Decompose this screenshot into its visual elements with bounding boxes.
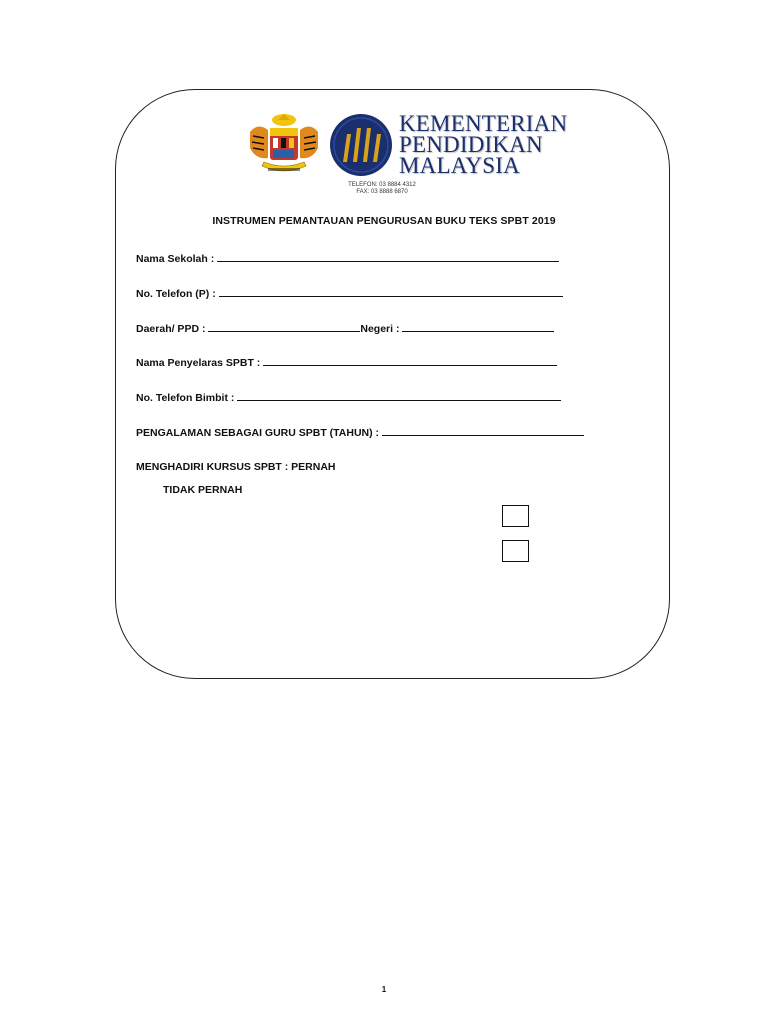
contact-info xyxy=(320,182,444,196)
wordmark-line-2: PENDIDIKAN xyxy=(399,132,543,157)
telefon-text: TELEFON: 03 8884 4312 xyxy=(348,182,416,188)
label-nama-penyelaras: Nama Penyelaras SPBT : xyxy=(136,357,261,369)
field-pengalaman[interactable] xyxy=(382,426,584,436)
row-nama-sekolah xyxy=(136,252,559,265)
wordmark-line-3: MALAYSIA xyxy=(399,153,520,178)
fax-text: FAX: 03 8888 6870 xyxy=(356,189,408,195)
field-negeri[interactable] xyxy=(402,322,554,332)
field-nama-penyelaras[interactable] xyxy=(263,356,557,366)
label-daerah-ppd: Daerah/ PPD : xyxy=(136,323,206,335)
label-no-telefon-p: No. Telefon (P) : xyxy=(136,288,216,300)
kpm-logo-icon xyxy=(328,112,394,178)
malaysia-coat-of-arms-icon xyxy=(244,112,324,178)
form-title: INSTRUMEN PEMANTAUAN PENGURUSAN BUKU TEKS SPBT 2019 xyxy=(212,215,556,227)
page-number: 1 xyxy=(381,985,387,994)
row-nama-penyelaras xyxy=(136,356,557,369)
field-daerah-ppd[interactable] xyxy=(208,322,360,332)
row-pengalaman xyxy=(136,426,584,439)
wordmark-line-1: KEMENTERIAN xyxy=(399,111,568,136)
checkbox-tidak-pernah[interactable] xyxy=(502,540,529,562)
checkbox-pernah[interactable] xyxy=(502,505,529,527)
label-nama-sekolah: Nama Sekolah : xyxy=(136,253,215,265)
label-negeri: Negeri : xyxy=(360,323,400,335)
field-no-telefon-p[interactable] xyxy=(219,287,563,297)
row-no-telefon-p xyxy=(136,287,563,300)
label-tidak-pernah: TIDAK PERNAH xyxy=(163,484,243,496)
label-no-telefon-bimbit: No. Telefon Bimbit : xyxy=(136,392,235,404)
field-nama-sekolah[interactable] xyxy=(217,252,559,262)
label-menghadiri-kursus: MENGHADIRI KURSUS SPBT : PERNAH xyxy=(136,461,336,473)
field-no-telefon-bimbit[interactable] xyxy=(237,391,561,401)
row-daerah-negeri xyxy=(136,322,554,335)
label-pengalaman: PENGALAMAN SEBAGAI GURU SPBT (TAHUN) : xyxy=(136,427,380,439)
row-no-telefon-bimbit xyxy=(136,391,561,404)
ministry-wordmark xyxy=(399,113,567,176)
